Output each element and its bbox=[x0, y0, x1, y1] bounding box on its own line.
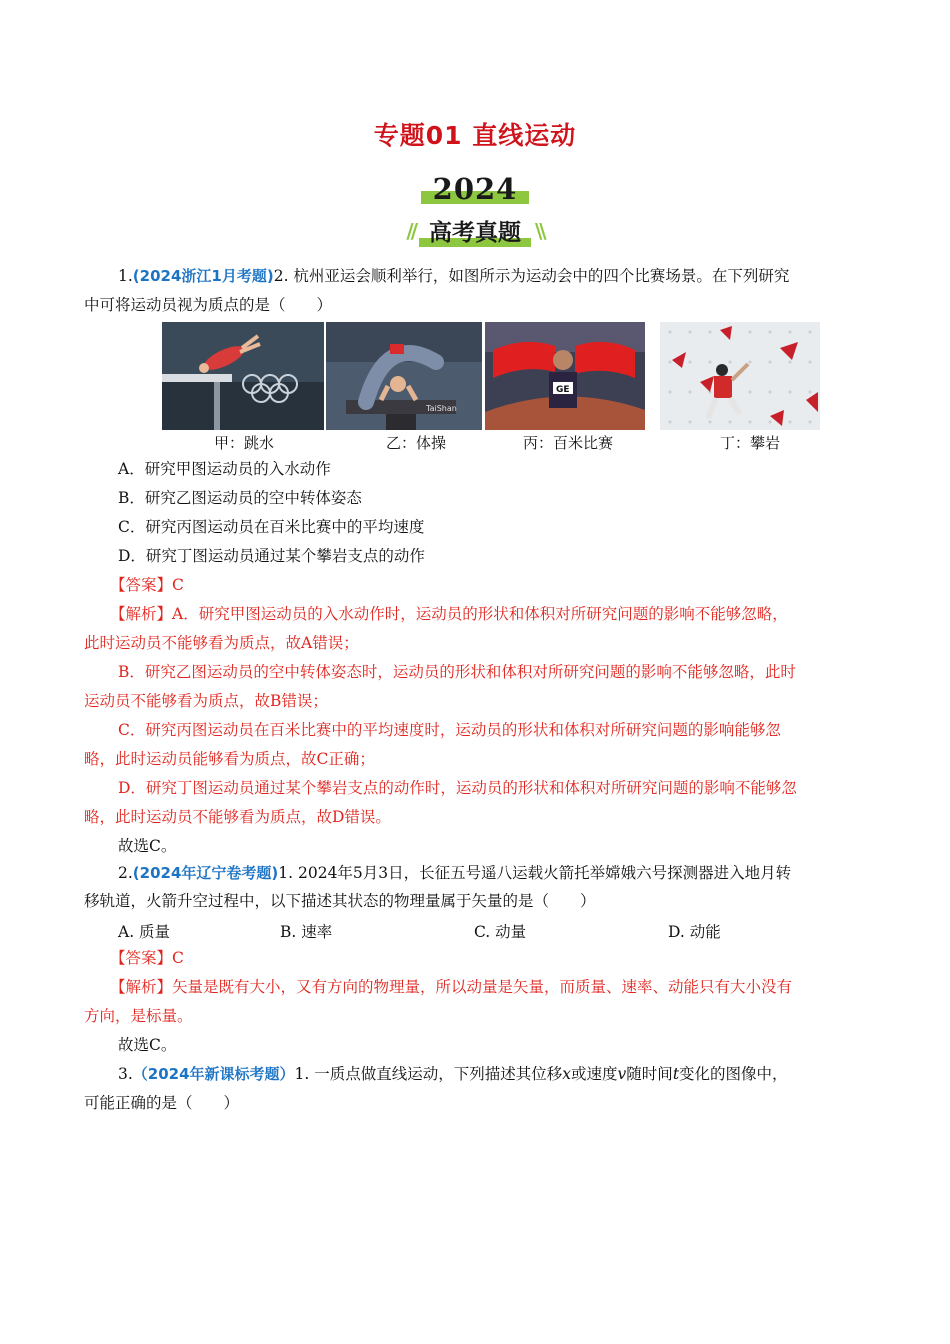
left-slash-decoration: // bbox=[406, 218, 415, 243]
photo-brand-text: TaiShan bbox=[426, 404, 457, 413]
q2-number: 2. bbox=[118, 864, 133, 882]
q3-stem-line1 bbox=[118, 1064, 898, 1084]
q1-analysis-2: 此时运动员不能够看为质点，故A错误； bbox=[84, 634, 359, 652]
q2-analysis-tag: 【解析】 bbox=[110, 978, 173, 996]
q3-text-c: 随时间 bbox=[626, 1065, 673, 1083]
year-banner bbox=[0, 172, 950, 206]
q1-option-c: C．研究丙图运动员在百米比赛中的平均速度 bbox=[118, 518, 425, 536]
q1-conclusion: 故选C。 bbox=[118, 837, 177, 855]
q3-text-d: 变化的图像中， bbox=[679, 1065, 788, 1083]
right-slash-decoration: \\ bbox=[535, 218, 544, 243]
q2-option-b: B. 速率 bbox=[280, 923, 333, 941]
q2-option-c: C. 动量 bbox=[474, 923, 527, 941]
q2-stem-line1 bbox=[118, 863, 898, 883]
q1-option-a: A．研究甲图运动员的入水动作 bbox=[118, 460, 331, 478]
gymnastics-photo bbox=[326, 322, 482, 430]
q2-conclusion: 故选C。 bbox=[118, 1036, 177, 1054]
q2-analysis-text-1: 矢量是既有大小，又有方向的物理量，所以动量是矢量，而质量、速率、动能只有大小没有 bbox=[172, 978, 793, 996]
q1-text-1: 2. 杭州亚运会顺利举行，如图所示为运动会中的四个比赛场景。在下列研究 bbox=[273, 267, 790, 285]
q3-number: 3. bbox=[118, 1065, 133, 1083]
q2-text-1: 1. 2024年5月3日，长征五号遥八运载火箭托举嫦娥六号探测器进入地月转 bbox=[278, 864, 792, 882]
sprint-photo bbox=[485, 322, 645, 430]
caption-sprint: 丙：百米比赛 bbox=[523, 434, 614, 452]
q3-source: （2024年新课标考题） bbox=[132, 1065, 295, 1083]
q2-option-a: A. 质量 bbox=[118, 923, 171, 941]
q1-stem-line2: 中可将运动员视为质点的是（ ） bbox=[84, 296, 333, 314]
q1-analysis-3: B．研究乙图运动员的空中转体姿态时，运动员的形状和体积对所研究问题的影响不能够忽略，此时 bbox=[118, 663, 796, 681]
diving-photo bbox=[162, 322, 324, 430]
q2-answer bbox=[110, 948, 890, 968]
q1-analysis-4: 运动员不能够看为质点，故B错误； bbox=[84, 692, 328, 710]
caption-climbing: 丁：攀岩 bbox=[720, 434, 781, 452]
q1-analysis-7: D．研究丁图运动员通过某个攀岩支点的动作时，运动员的形状和体积对所研究问题的影响不能够忽 bbox=[118, 779, 797, 797]
q1-source: (2024浙江1月考题) bbox=[132, 267, 274, 285]
q1-answer-tag: 【答案】 bbox=[110, 576, 173, 594]
q1-stem-line1 bbox=[118, 266, 898, 286]
q1-analysis-5: C．研究丙图运动员在百米比赛中的平均速度时，运动员的形状和体积对所研究问题的影响能够忽 bbox=[118, 721, 781, 739]
page-title: 专题01 直线运动 bbox=[373, 121, 577, 150]
q3-text-a: 1. 一质点做直线运动，下列描述其位移 bbox=[294, 1065, 563, 1083]
q1-analysis-text-1: A．研究甲图运动员的入水动作时，运动员的形状和体积对所研究问题的影响不能够忽略， bbox=[172, 605, 788, 623]
q2-stem-line2: 移轨道，火箭升空过程中，以下描述其状态的物理量属于矢量的是（ ） bbox=[84, 892, 596, 910]
q2-source: (2024年辽宁卷考题) bbox=[132, 864, 279, 882]
q1-number: 1. bbox=[118, 267, 133, 285]
q1-option-b: B．研究乙图运动员的空中转体姿态 bbox=[118, 489, 362, 507]
q3-text-b: 或速度 bbox=[571, 1065, 618, 1083]
q3-var-t: t bbox=[672, 1065, 680, 1083]
year-label: 2024 bbox=[427, 172, 524, 206]
caption-gymnastics: 乙：体操 bbox=[386, 434, 447, 452]
q3-var-x: x bbox=[562, 1065, 572, 1083]
climbing-photo bbox=[660, 322, 820, 430]
section-banner bbox=[0, 214, 950, 247]
q1-analysis-1 bbox=[110, 604, 890, 624]
photo-bib-text: GE bbox=[556, 385, 570, 395]
q2-answer-value: C bbox=[172, 949, 184, 967]
q1-answer-value: C bbox=[172, 576, 184, 594]
caption-diving: 甲：跳水 bbox=[214, 434, 275, 452]
q3-stem-line2: 可能正确的是（ ） bbox=[84, 1094, 240, 1112]
q1-analysis-tag: 【解析】 bbox=[110, 605, 173, 623]
q2-analysis-2: 方向，是标量。 bbox=[84, 1007, 193, 1025]
section-label: 高考真题 bbox=[423, 214, 527, 247]
q1-answer bbox=[110, 575, 890, 595]
q1-analysis-8: 略，此时运动员不能够看为质点，故D错误。 bbox=[84, 808, 391, 826]
sports-photo-strip bbox=[162, 322, 822, 432]
q1-analysis-6: 略，此时运动员能够看为质点，故C正确； bbox=[84, 750, 375, 768]
q1-option-d: D．研究丁图运动员通过某个攀岩支点的动作 bbox=[118, 547, 425, 565]
q2-option-d: D. 动能 bbox=[668, 923, 721, 941]
q2-answer-tag: 【答案】 bbox=[110, 949, 173, 967]
q2-analysis-1 bbox=[110, 977, 890, 997]
q3-var-v: v bbox=[617, 1065, 627, 1083]
